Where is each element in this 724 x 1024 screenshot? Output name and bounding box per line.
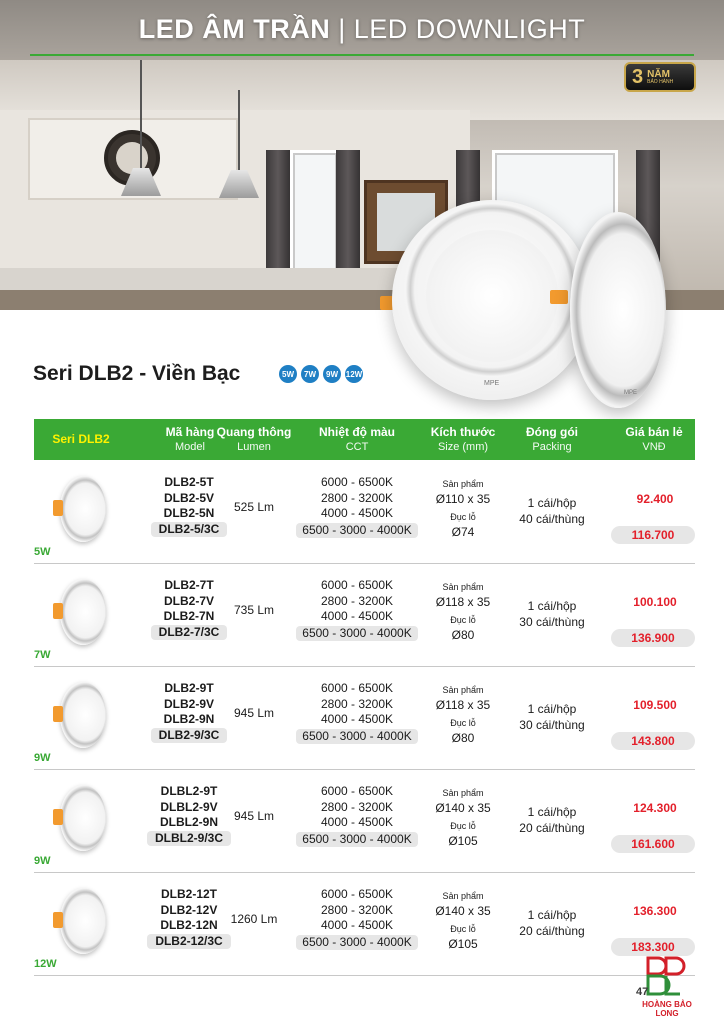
downlight-thumbnail: [60, 579, 106, 645]
downlight-thumbnail: [60, 785, 106, 851]
series-title: Seri DLB2 - Viền Bạc: [33, 362, 241, 385]
table-row: [34, 460, 695, 564]
cut-value: Ø105: [448, 937, 478, 951]
pack-box: 1 cái/hộp: [527, 702, 577, 716]
row-price: 109.500: [633, 698, 677, 712]
page-title-light: LED DOWNLIGHT: [353, 14, 586, 44]
row-lumen: 945 Lm: [233, 809, 275, 823]
size-label: Sản phẩm: [442, 582, 484, 592]
model-code: DLB2-7N: [163, 609, 215, 623]
row-price-3c: 161.600: [611, 835, 695, 853]
size-value: Ø118 x 35: [435, 595, 491, 609]
row-size: [426, 580, 500, 643]
header-size: [424, 425, 502, 455]
product-logo: MPE: [624, 390, 638, 396]
cct-value-3c: 6500 - 3000 - 4000K: [296, 832, 417, 848]
pack-box: 1 cái/hộp: [527, 496, 577, 510]
pack-carton: 40 cái/thùng: [519, 512, 585, 526]
page-title-bold: LED ÂM TRẦN: [138, 14, 331, 44]
model-code: DLBL2-9N: [159, 815, 218, 829]
model-code-3c: DLB2-5/3C: [151, 522, 228, 538]
watt-5-icon: 5W: [279, 365, 297, 383]
watt-7-icon: 7W: [301, 365, 319, 383]
row-watt-label: 12W: [34, 958, 57, 970]
header-cct-en: CCT: [345, 441, 369, 453]
model-code: DLB2-9V: [163, 696, 214, 711]
pack-carton: 30 cái/thùng: [519, 718, 585, 732]
watt-icons: [279, 365, 363, 383]
watt-9-icon: 9W: [323, 365, 341, 383]
model-code: DLB2-12T: [160, 887, 217, 901]
row-packing: [510, 495, 594, 527]
model-code: DLB2-9T: [164, 681, 214, 695]
row-watt-label: 7W: [34, 649, 51, 661]
size-label: Sản phẩm: [442, 479, 484, 489]
header-pack-vi: Đóng gói: [526, 425, 578, 439]
model-code: DLB2-5N: [163, 506, 215, 520]
cct-value: 6000 - 6500K: [320, 475, 394, 489]
pack-box: 1 cái/hộp: [527, 908, 577, 922]
brand-mark-icon: [642, 954, 688, 998]
row-price-3c: 136.900: [611, 629, 695, 647]
footer-brand-logo: [632, 954, 702, 1018]
model-code: DLB2-7V: [163, 593, 214, 608]
downlight-thumbnail: [60, 888, 106, 954]
watt-12-icon: 12W: [345, 365, 363, 383]
row-packing: [510, 804, 594, 836]
row-price-3c: 143.800: [611, 732, 695, 750]
pack-carton: 20 cái/thùng: [519, 821, 585, 835]
product-logo: MPE: [484, 380, 500, 387]
model-code: DLB2-12V: [160, 902, 218, 917]
size-label: Sản phẩm: [442, 685, 484, 695]
header-cct: [298, 425, 416, 455]
table-row: [34, 666, 695, 770]
cct-value: 2800 - 3200K: [320, 696, 394, 711]
row-price: 136.300: [633, 904, 677, 918]
header-lumen: [214, 425, 294, 455]
row-size: [426, 889, 500, 952]
row-watt-label: 9W: [34, 855, 51, 867]
row-cct: [290, 578, 424, 641]
table-row: [34, 563, 695, 667]
size-label: Sản phẩm: [442, 788, 484, 798]
header-size-en: Size (mm): [437, 441, 489, 453]
warranty-sub: BẢO HÀNH: [647, 78, 674, 85]
table-row: [34, 872, 695, 976]
cct-value: 4000 - 4500K: [320, 609, 394, 623]
model-code: DLBL2-9T: [160, 784, 218, 798]
cct-value: 2800 - 3200K: [320, 490, 394, 505]
cct-value-3c: 6500 - 3000 - 4000K: [296, 729, 417, 745]
cct-value: 2800 - 3200K: [320, 799, 394, 814]
header-lumen-en: Lumen: [237, 441, 271, 453]
warranty-badge: [624, 62, 696, 92]
warranty-years: 3: [632, 65, 644, 88]
pendant-wire: [238, 90, 240, 170]
row-price: 124.300: [633, 801, 677, 815]
size-value: Ø140 x 35: [435, 801, 491, 815]
cut-value: Ø80: [451, 731, 475, 745]
cut-value: Ø74: [451, 525, 475, 539]
row-cct: [290, 887, 424, 950]
header-pack: [512, 425, 592, 455]
row-watt-label: 9W: [34, 752, 51, 764]
cct-value: 4000 - 4500K: [320, 712, 394, 726]
pack-carton: 30 cái/thùng: [519, 615, 585, 629]
cut-label: Đục lỗ: [450, 615, 476, 625]
model-code: DLB2-12N: [160, 918, 218, 932]
size-label: Sản phẩm: [442, 891, 484, 901]
header-price: [612, 425, 696, 455]
row-size: [426, 683, 500, 746]
table-header: [34, 419, 695, 460]
model-code: DLBL2-9V: [160, 799, 218, 814]
model-code: DLB2-5V: [163, 490, 214, 505]
cct-value: 6000 - 6500K: [320, 681, 394, 695]
model-code-3c: DLBL2-9/3C: [147, 831, 231, 847]
row-lumen: 525 Lm: [233, 500, 275, 514]
page-title-separator: |: [338, 14, 346, 44]
cct-value: 4000 - 4500K: [320, 918, 394, 932]
model-code-3c: DLB2-12/3C: [147, 934, 230, 950]
row-lumen: 1260 Lm: [230, 912, 278, 926]
cct-value-3c: 6500 - 3000 - 4000K: [296, 935, 417, 951]
row-lumen: 735 Lm: [233, 603, 275, 617]
cut-label: Đục lỗ: [450, 718, 476, 728]
downlight-thumbnail: [60, 682, 106, 748]
cct-value: 4000 - 4500K: [320, 815, 394, 829]
cut-label: Đục lỗ: [450, 512, 476, 522]
row-size: [426, 477, 500, 540]
cct-value: 6000 - 6500K: [320, 887, 394, 901]
row-cct: [290, 475, 424, 538]
cut-value: Ø105: [448, 834, 478, 848]
pendant-wire: [140, 60, 142, 170]
page-number: 47: [636, 986, 649, 998]
header-cct-vi: Nhiệt độ màu: [318, 425, 395, 439]
cct-value: 6000 - 6500K: [320, 578, 394, 592]
row-lumen: 945 Lm: [233, 706, 275, 720]
model-code: DLB2-5T: [164, 475, 214, 489]
cct-value: 6000 - 6500K: [320, 784, 394, 798]
header-series: Seri DLB2: [52, 432, 110, 446]
model-code: DLB2-7T: [164, 578, 214, 592]
row-cct: [290, 681, 424, 744]
cct-value-3c: 6500 - 3000 - 4000K: [296, 626, 417, 642]
pack-carton: 20 cái/thùng: [519, 924, 585, 938]
pack-box: 1 cái/hộp: [527, 805, 577, 819]
size-value: Ø110 x 35: [435, 492, 491, 506]
header-price-vi: Giá bán lẻ: [625, 425, 683, 439]
cct-value-3c: 6500 - 3000 - 4000K: [296, 523, 417, 539]
model-code-3c: DLB2-7/3C: [151, 625, 228, 641]
row-packing: [510, 907, 594, 939]
downlight-lens: [426, 230, 558, 362]
cct-value: 4000 - 4500K: [320, 506, 394, 520]
header-size-vi: Kích thước: [430, 425, 496, 439]
header-lumen-vi: Quang thông: [216, 425, 292, 439]
page-title: [0, 14, 724, 45]
spring-clip-icon: [550, 290, 568, 304]
model-code-3c: DLB2-9/3C: [151, 728, 228, 744]
cut-label: Đục lỗ: [450, 924, 476, 934]
warranty-word: NĂM: [647, 68, 670, 80]
header-price-en: VNĐ: [642, 441, 666, 453]
model-code: DLB2-9N: [163, 712, 215, 726]
row-packing: [510, 701, 594, 733]
row-price: 100.100: [633, 595, 677, 609]
header-model-vi: Mã hàng: [165, 425, 215, 439]
pack-box: 1 cái/hộp: [527, 599, 577, 613]
cut-label: Đục lỗ: [450, 821, 476, 831]
header-model-en: Model: [175, 441, 205, 453]
table-row: [34, 769, 695, 873]
title-underline: [30, 54, 694, 56]
row-watt-label: 5W: [34, 546, 51, 558]
row-price-3c: 116.700: [611, 526, 695, 544]
cct-value: 2800 - 3200K: [320, 902, 394, 917]
row-price-3c: 183.300: [611, 938, 695, 956]
row-price: 92.400: [636, 492, 674, 506]
downlight-thumbnail: [60, 476, 106, 542]
cct-value: 2800 - 3200K: [320, 593, 394, 608]
footer-brand-name: HOÀNG BẢO LONG: [642, 1000, 692, 1018]
row-size: [426, 786, 500, 849]
header-pack-en: Packing: [532, 441, 572, 453]
downlight-side-image: [570, 212, 666, 408]
row-cct: [290, 784, 424, 847]
row-packing: [510, 598, 594, 630]
size-value: Ø140 x 35: [435, 904, 491, 918]
size-value: Ø118 x 35: [435, 698, 491, 712]
cut-value: Ø80: [451, 628, 475, 642]
